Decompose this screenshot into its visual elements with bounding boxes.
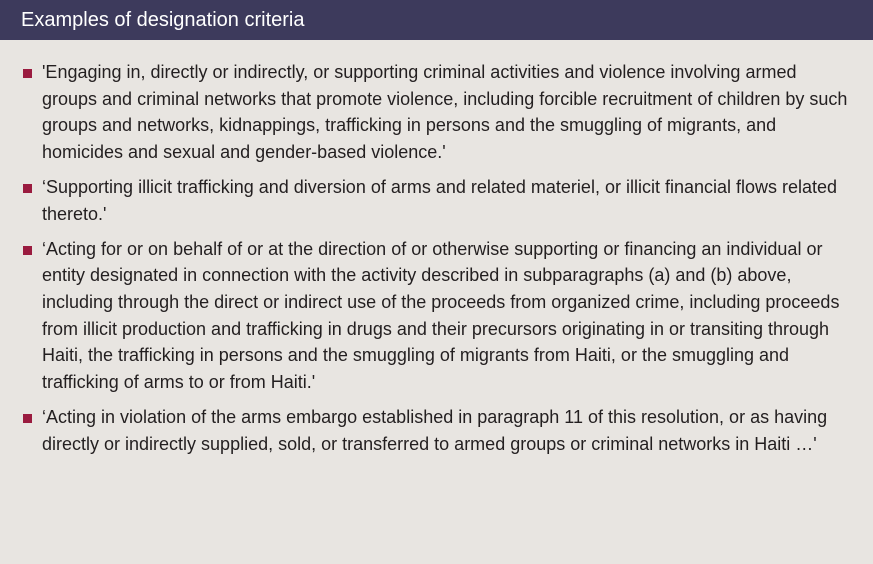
list-item-text: ‘Supporting illicit trafficking and diversion of arms and related materiel, or illicit financial flows related thereto.' [42,176,838,224]
criteria-list [0,59,873,466]
list-item-text: ‘Acting in violation of the arms embargo established in paragraph 11 of this resolution, or as having directly or indirectly supplied, sold, or transferred to armed groups or criminal networks in Haiti …' [42,406,828,454]
list-item [0,404,873,457]
square-bullet-icon [23,246,32,255]
list-item [0,174,873,227]
list-item [0,236,873,396]
square-bullet-icon [23,69,32,78]
list-item-text: 'Engaging in, directly or indirectly, or supporting criminal activities and violence involving armed groups and criminal networks that promote violence, including forcible recruitment of children by such groups and networks, kidnappings, trafficking in persons and the smuggling of migrants, and homicides and sexual and gender-based violence.' [42,62,848,162]
list-item [0,59,873,165]
box-title: Examples of designation criteria [0,0,873,40]
list-item-text: ‘Acting for or on behalf of or at the direction of or otherwise supporting or financing an individual or entity designated in connection with the activity described in subparagraphs (a) and (b) above, including through the direct or indirect use of the proceeds from organized crime, including proceeds from illicit production and trafficking in drugs and their precursors originating in or transiting through Haiti, the trafficking in persons and the smuggling of migrants from Haiti, or the smuggling and trafficking of arms to or from Haiti.' [42,238,840,392]
square-bullet-icon [23,184,32,193]
square-bullet-icon [23,414,32,423]
